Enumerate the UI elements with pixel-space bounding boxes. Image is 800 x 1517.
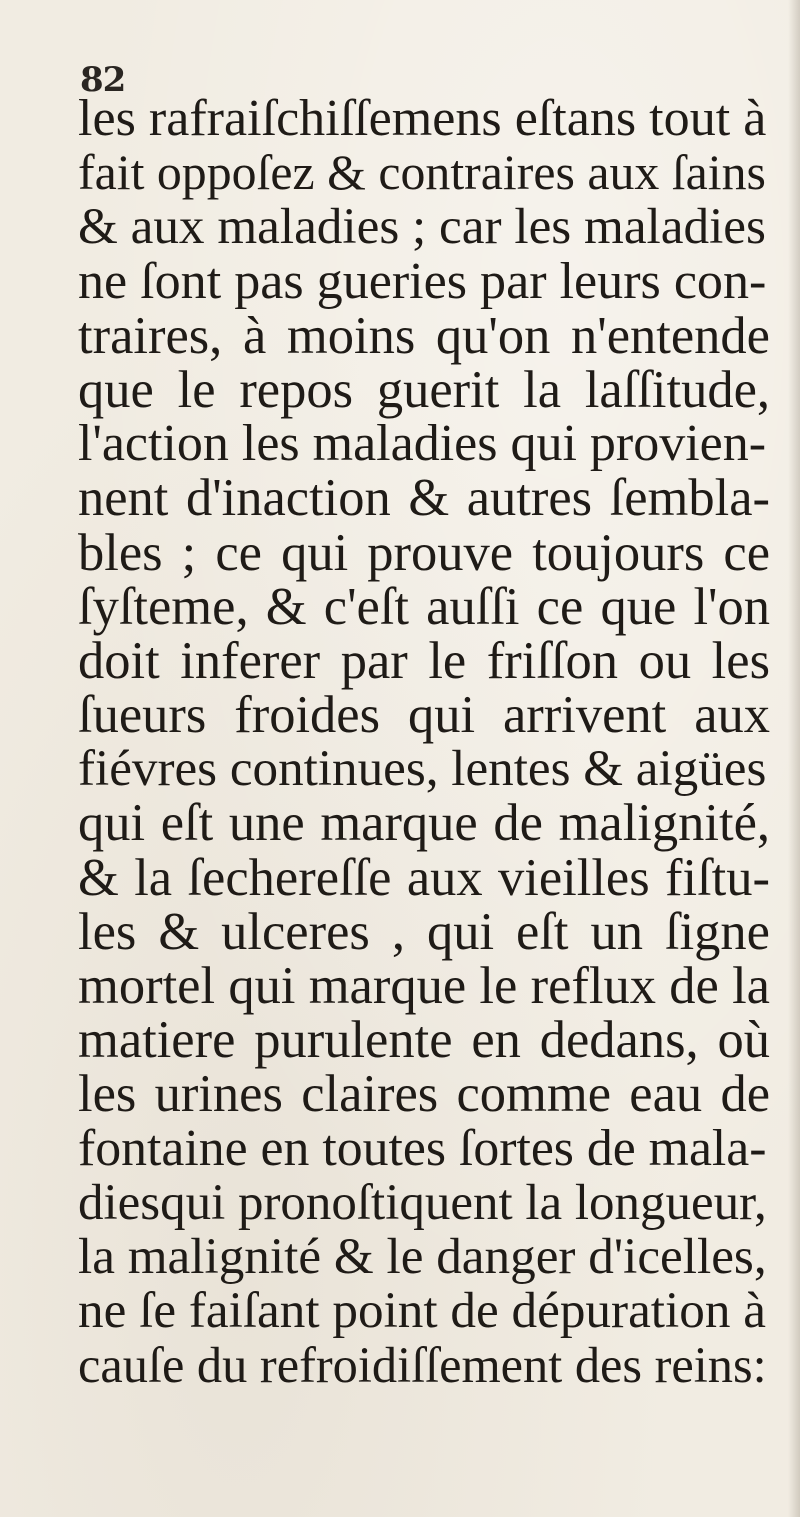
- text-line: diesqui pronoſtiquent la longueur,: [78, 1174, 767, 1231]
- text-line: ne ſont pas gueries par leurs con-: [78, 252, 767, 310]
- text-line: l'action les maladies qui provien-: [78, 415, 767, 473]
- text-line: & aux maladies ; car les maladies: [78, 198, 766, 256]
- text-line: & la ſechereſſe aux vieilles fiſtu-: [78, 848, 770, 907]
- text-line: les urines claires comme eau de: [78, 1065, 770, 1124]
- text-line: cauſe du refroidiſſement des reins:: [78, 1337, 767, 1394]
- text-line: nent d'inaction & autres ſembla-: [78, 469, 770, 528]
- text-line: les rafraiſchiſſemens eſtans tout à: [78, 90, 767, 147]
- text-line: fiévres continues, lentes & aigües: [78, 740, 767, 798]
- text-line: la malignité & le danger d'icelles,: [78, 1227, 767, 1285]
- body-text: [78, 92, 770, 1393]
- text-line: ſyſteme, & c'eſt auſſi ce que l'on: [78, 577, 770, 636]
- text-line: bles ; ce qui prouve toujours ce: [78, 523, 770, 582]
- text-line: les & ulceres , qui eſt un ſigne: [78, 902, 770, 961]
- text-line: qui eſt une marque de malignité,: [78, 794, 770, 853]
- text-line: que le repos guerit la laſſitude,: [78, 360, 770, 419]
- text-line: fait oppoſez & contraires aux ſains: [78, 145, 766, 201]
- text-line: doit inferer par le friſſon ou les: [78, 631, 770, 690]
- page-edge-shadow: [788, 0, 800, 1517]
- text-line: ſueurs froides qui arrivent aux: [78, 686, 770, 745]
- page-number: 82: [80, 60, 126, 100]
- text-line: fontaine en toutes ſortes de mala-: [78, 1119, 767, 1177]
- text-line: traires, à moins qu'on n'entende: [78, 306, 770, 365]
- text-line: ne ſe faiſant point de dépuration à: [78, 1282, 766, 1340]
- text-line: matiere purulente en dedans, où: [78, 1011, 770, 1070]
- text-line: mortel qui marque le reflux de la: [78, 957, 770, 1015]
